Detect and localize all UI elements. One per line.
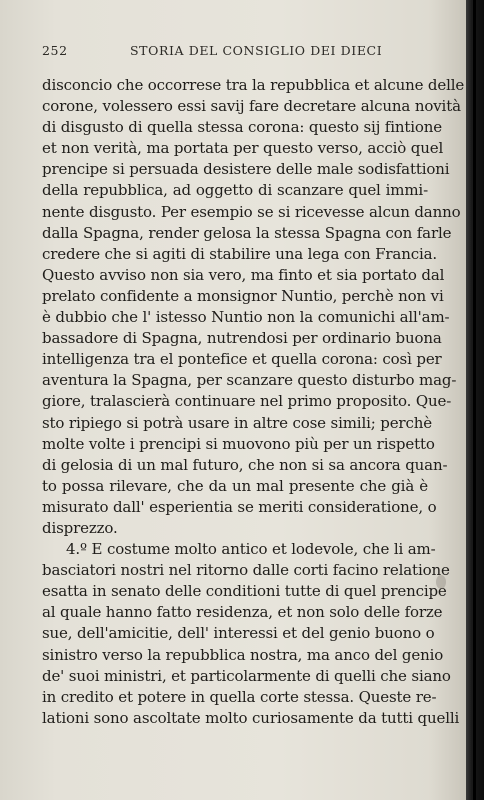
text-line: de' suoi ministri, et particolarmente di quelli che siano <box>42 666 451 685</box>
paper-smudge <box>436 575 446 589</box>
text-line: sinistro verso la repubblica nostra, ma anco del genio <box>42 645 444 664</box>
text-line: al quale hanno fatto residenza, et non solo delle forze <box>42 603 443 622</box>
text-line: misurato dall' esperientia se meriti consideratione, o <box>42 497 437 516</box>
text-line: della repubblica, ad oggetto di scanzare quel immi- <box>42 181 428 200</box>
text-line: dalla Spagna, render gelosa la stessa Spagna con farle <box>42 223 452 242</box>
text-line: giore, tralascierà continuare nel primo proposito. Que- <box>42 392 452 411</box>
text-line: credere che si agiti di stabilire una lega con Francia. <box>42 244 438 263</box>
text-line: disprezzo. <box>42 518 118 537</box>
running-title: STORIA DEL CONSIGLIO DEI DIECI <box>130 43 383 58</box>
text-line: sue, dell'amicitie, dell' interessi et del genio buono o <box>42 624 435 643</box>
text-line: prelato confidente a monsignor Nuntio, perchè non vi <box>42 286 444 305</box>
page-number: 252 <box>42 43 68 58</box>
text-line: lationi sono ascoltate molto curiosamente da tutti quelli <box>42 708 460 727</box>
text-line: corone, volessero essi savij fare decretare alcuna novità <box>42 97 461 116</box>
text-line: sto ripiego si potrà usare in altre cose simili; perchè <box>42 413 432 432</box>
text-line: prencipe si persuada desistere delle male sodisfattioni <box>42 160 450 179</box>
text-line: disconcio che occorrese tra la repubblica et alcune delle <box>42 76 465 94</box>
text-line: nente disgusto. Per esempio se si ricevesse alcun danno <box>42 202 461 221</box>
text-line: et non verità, ma portata per questo verso, acciò quel <box>42 139 444 158</box>
text-line: to possa rilevare, che da un mal presente che già è <box>42 476 428 495</box>
binding-shadow-line <box>473 0 476 800</box>
text-line: in credito et potere in quella corte stessa. Queste re- <box>42 687 437 706</box>
text-line: bassadore di Spagna, nutrendosi per ordinario buona <box>42 329 442 348</box>
text-line: è dubbio che l' istesso Nuntio non la comunichi all'am- <box>42 308 450 327</box>
text-line: intelligenza tra el pontefice et quella corona: così per <box>42 350 442 369</box>
running-head <box>42 43 428 61</box>
text-line: basciatori nostri nel ritorno dalle corti facino relatione <box>42 561 450 580</box>
body-text <box>42 75 465 729</box>
text-line: aventura la Spagna, per scanzare questo disturbo mag- <box>42 371 457 390</box>
text-line: esatta in senato delle conditioni tutte di quel prencipe <box>42 582 447 601</box>
paragraph-start-line: 4.º E costume molto antico et lodevole, che li am- <box>66 540 436 559</box>
text-line: Questo avviso non sia vero, ma finto et sia portato dal <box>42 265 445 284</box>
text-line: molte volte i prencipi si muovono più per un rispetto <box>42 434 435 453</box>
text-line: di gelosia di un mal futuro, che non si sa ancora quan- <box>42 455 448 474</box>
text-line: di disgusto di quella stessa corona: questo sij fintione <box>42 118 443 137</box>
